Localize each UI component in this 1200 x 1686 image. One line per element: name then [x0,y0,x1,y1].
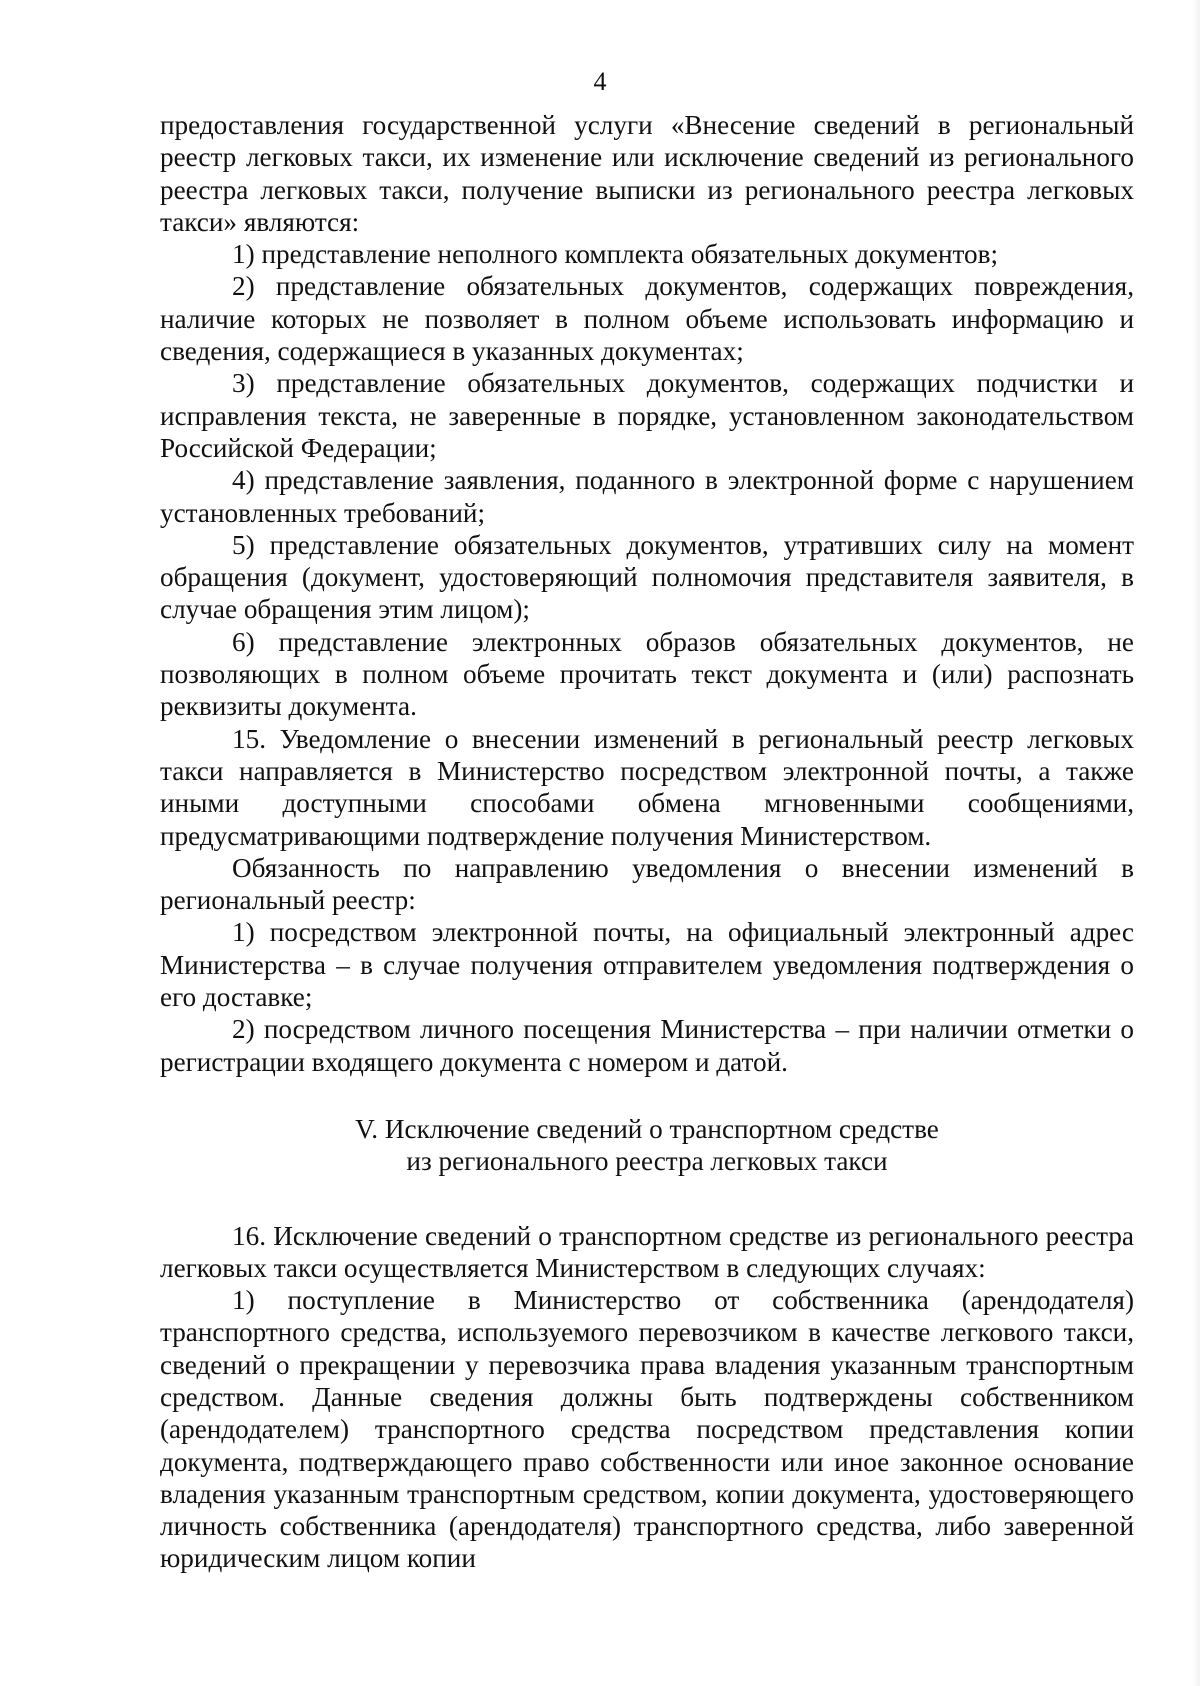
list-item-2: 2) представление обязательных документов, содержащих повреждения, наличие которых не позволяет в полном объеме использовать информацию и сведения, содержащиеся в указанных документах; [160,271,1134,367]
list-item-1: 1) представление неполного комплекта обязательных документов; [232,239,999,270]
section-16-paragraph: 16. Исключение сведений о транспортном средстве из регионального реестра легковых такси осуществляется Министерством в следующих случаях: [160,1220,1134,1283]
section-15-paragraph: 15. Уведомление о внесении изменений в региональный реестр легковых такси направляется в Министерство посредством электронной почты, а также иными доступными способами обмена мгновенными сообщениями, предусматривающими подтверждение получения Министерством. [160,723,1134,851]
intro-paragraph: предоставления государственной услуги «Внесение сведений в региональный реестр легковых такси, их изменение или исключение сведений из регионального реестра легковых такси, получение выписки из регионального реестра легковых такси» являются: [160,110,1134,237]
list-item-5: 5) представление обязательных документов, утративших силу на момент обращения (документ, удостоверяющий полномочия представителя заявителя, в случае обращения этим лицом); [160,529,1134,625]
page-number: 4 [593,67,607,96]
list-item-3: 3) представление обязательных документов, содержащих подчистки и исправления текста, не заверенные в порядке, установленном законодательством Российской Федерации; [160,368,1134,463]
section-15-item-2: 2) посредством личного посещения Министерства – при наличии отметки о регистрации входящего документа с номером и датой. [160,1014,1134,1077]
section-heading-line-2: из регионального реестра легковых такси [406,1146,888,1177]
spacer [160,1178,1134,1220]
section-16-item-1: 1) поступление в Министерство от собственника (арендодателя) транспортного средства, используемого перевозчиком в качестве легкового такси, сведений о прекращении у перевозчика права владения указанным транспортным средством. Данные сведения должны быть подтверждены собственником (арендодателем) транспортного средства посредством представления копии документа, подтверждающего право собственности или иное законное основание владения указанным транспортным средством, копии документа, удостоверяющего личность собственника (арендодателя) транспортного средства, либо заверенной юридическим лицом копии [160,1285,1134,1574]
section-heading-line-1: V. Исключение сведений о транспортном средстве [355,1113,939,1144]
list-item-4: 4) представление заявления, поданного в электронной форме с нарушением установленных требований; [160,465,1134,528]
list-item-6: 6) представление электронных образов обязательных документов, не позволяющих в полном объеме прочитать текст документа и (или) распознать реквизиты документа. [160,626,1134,722]
spacer [160,1078,1134,1113]
document-body [160,109,1134,1575]
section-15-item-1: 1) посредством электронной почты, на официальный электронный адрес Министерства – в случае получения отправителем уведомления подтверждения о его доставке; [160,917,1134,1013]
scan-edge-shadow [1192,0,1200,1686]
section-15-obligation: Обязанность по направлению уведомления о внесении изменений в региональный реестр: [160,852,1134,916]
